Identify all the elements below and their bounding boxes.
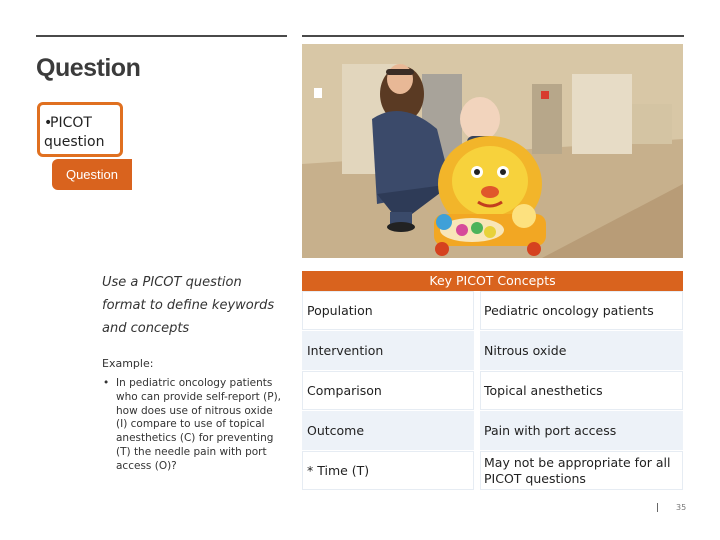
example-item: • In pediatric oncology patients who can provide self-report (P), how does use of nitrous oxide (I) compare to use of topical anesthetics (C) for preventing (T) the needle pain with port access (O)? bbox=[102, 377, 284, 474]
example-list bbox=[102, 377, 284, 474]
table-row bbox=[302, 331, 683, 371]
concept-term: Comparison bbox=[302, 371, 477, 411]
table-row bbox=[302, 411, 683, 451]
concept-definition: Topical anesthetics bbox=[477, 371, 683, 411]
intro-text: Use a PICOT question format to define keywords and concepts bbox=[102, 275, 275, 336]
concept-definition: May not be appropriate for all PICOT questions bbox=[477, 451, 683, 491]
concept-term: Population bbox=[302, 291, 477, 331]
slide-title: Question bbox=[36, 54, 141, 82]
concepts-header: Key PICOT Concepts bbox=[302, 271, 683, 291]
table-row bbox=[302, 371, 683, 411]
picot-question-box bbox=[37, 102, 123, 157]
concept-term: Outcome bbox=[302, 411, 477, 451]
table-row bbox=[302, 291, 683, 331]
concept-definition: Nitrous oxide bbox=[477, 331, 683, 371]
photo-illustration bbox=[302, 44, 683, 258]
picot-question-text: PICOT question bbox=[44, 115, 105, 150]
page-number: 35 bbox=[676, 503, 687, 512]
top-rule-left bbox=[36, 35, 287, 37]
concept-term: * Time (T) bbox=[302, 451, 477, 491]
photo-nurse-baby-walker bbox=[302, 44, 683, 258]
bullet-marker: • bbox=[44, 115, 53, 131]
example-label: Example: bbox=[102, 357, 154, 370]
table-row bbox=[302, 451, 683, 491]
concepts-table bbox=[302, 291, 683, 491]
concept-definition: Pediatric oncology patients bbox=[477, 291, 683, 331]
footer-separator bbox=[657, 503, 658, 512]
concept-definition: Pain with port access bbox=[477, 411, 683, 451]
concept-term: Intervention bbox=[302, 331, 477, 371]
question-tag: Question bbox=[52, 159, 132, 190]
top-rule-right bbox=[302, 35, 684, 37]
